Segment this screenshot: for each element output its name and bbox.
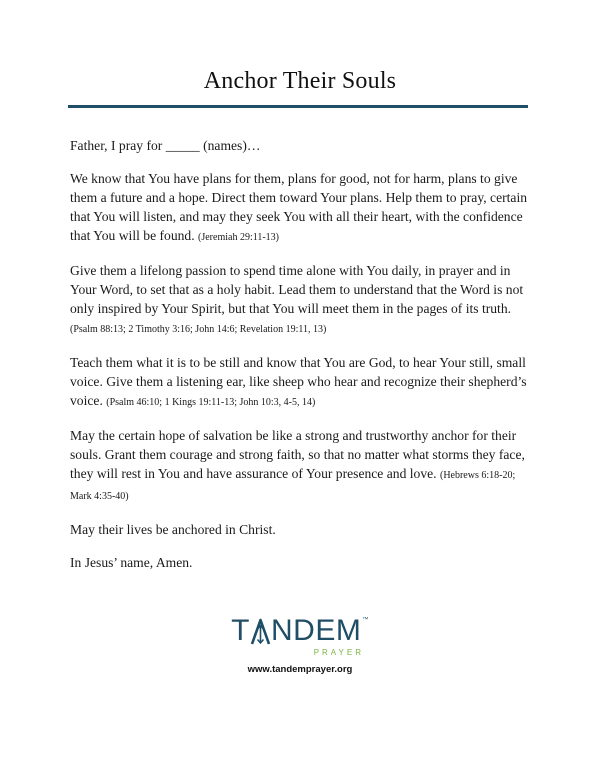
paragraph-text: Father, I pray for _____ (names)… (70, 138, 261, 153)
page-title: Anchor Their Souls (203, 68, 397, 94)
title-divider (68, 105, 528, 108)
logo-subtitle: PRAYER (313, 648, 364, 657)
website-url[interactable]: www.tandemprayer.org (247, 664, 353, 675)
logo-word-start: T (231, 614, 250, 647)
paragraph-closing (70, 553, 530, 572)
paragraph-text: Give them a lifelong passion to spend time alone with You daily, in prayer and in Your Word, to set that as a holy habit. Lead them to understand that the Word is not only inspired by Your Spirit, but that You will meet them in the pages of its truth. (70, 263, 524, 316)
paragraph-text: May the certain hope of salvation be like a strong and trustworthy anchor for their souls. Grant them courage and strong faith, so that no matter what storms they face, they will rest in You and have assurance of Your presence and love. (70, 428, 525, 481)
logo-wordmark (200, 616, 400, 646)
prayer-body (70, 136, 530, 586)
logo-a-icon (250, 616, 271, 646)
scripture-reference: (Psalm 88:13; 2 Timothy 3:16; John 14:6; Revelation 19:11, 13) (70, 324, 327, 335)
paragraph-text: May their lives be anchored in Christ. (70, 522, 276, 537)
logo-word-end: NDEM (270, 614, 362, 647)
paragraph-anchored (70, 520, 530, 539)
paragraph-text: We know that You have plans for them, plans for good, not for harm, plans to give them a future and a hope. Direct them toward Your plans. Help them to pray, certain that You will listen, and may they seek You with all their heart, with the confidence that You will be found. (70, 171, 528, 243)
paragraph-hope (70, 426, 530, 506)
paragraph-plans (70, 169, 530, 247)
scripture-reference: (Jeremiah 29:11-13) (198, 232, 280, 243)
paragraph-passion (70, 261, 530, 339)
trademark-symbol: ™ (362, 617, 369, 623)
paragraph-stillness (70, 353, 530, 412)
tandem-prayer-logo (200, 616, 400, 696)
paragraph-text: In Jesus’ name, Amen. (70, 555, 193, 570)
scripture-reference: (Psalm 46:10; 1 Kings 19:11-13; John 10:3, 4-5, 14) (106, 397, 316, 408)
paragraph-opening (70, 136, 530, 155)
paragraph-text: Teach them what it is to be still and know that You are God, to hear Your still, small voice. Give them a listening ear, like sheep who hear and recognize their shepherd’s voice. (70, 355, 527, 408)
scripture-reference: (Hebrews 6:18-20; Mark 4:35-40) (70, 470, 516, 502)
